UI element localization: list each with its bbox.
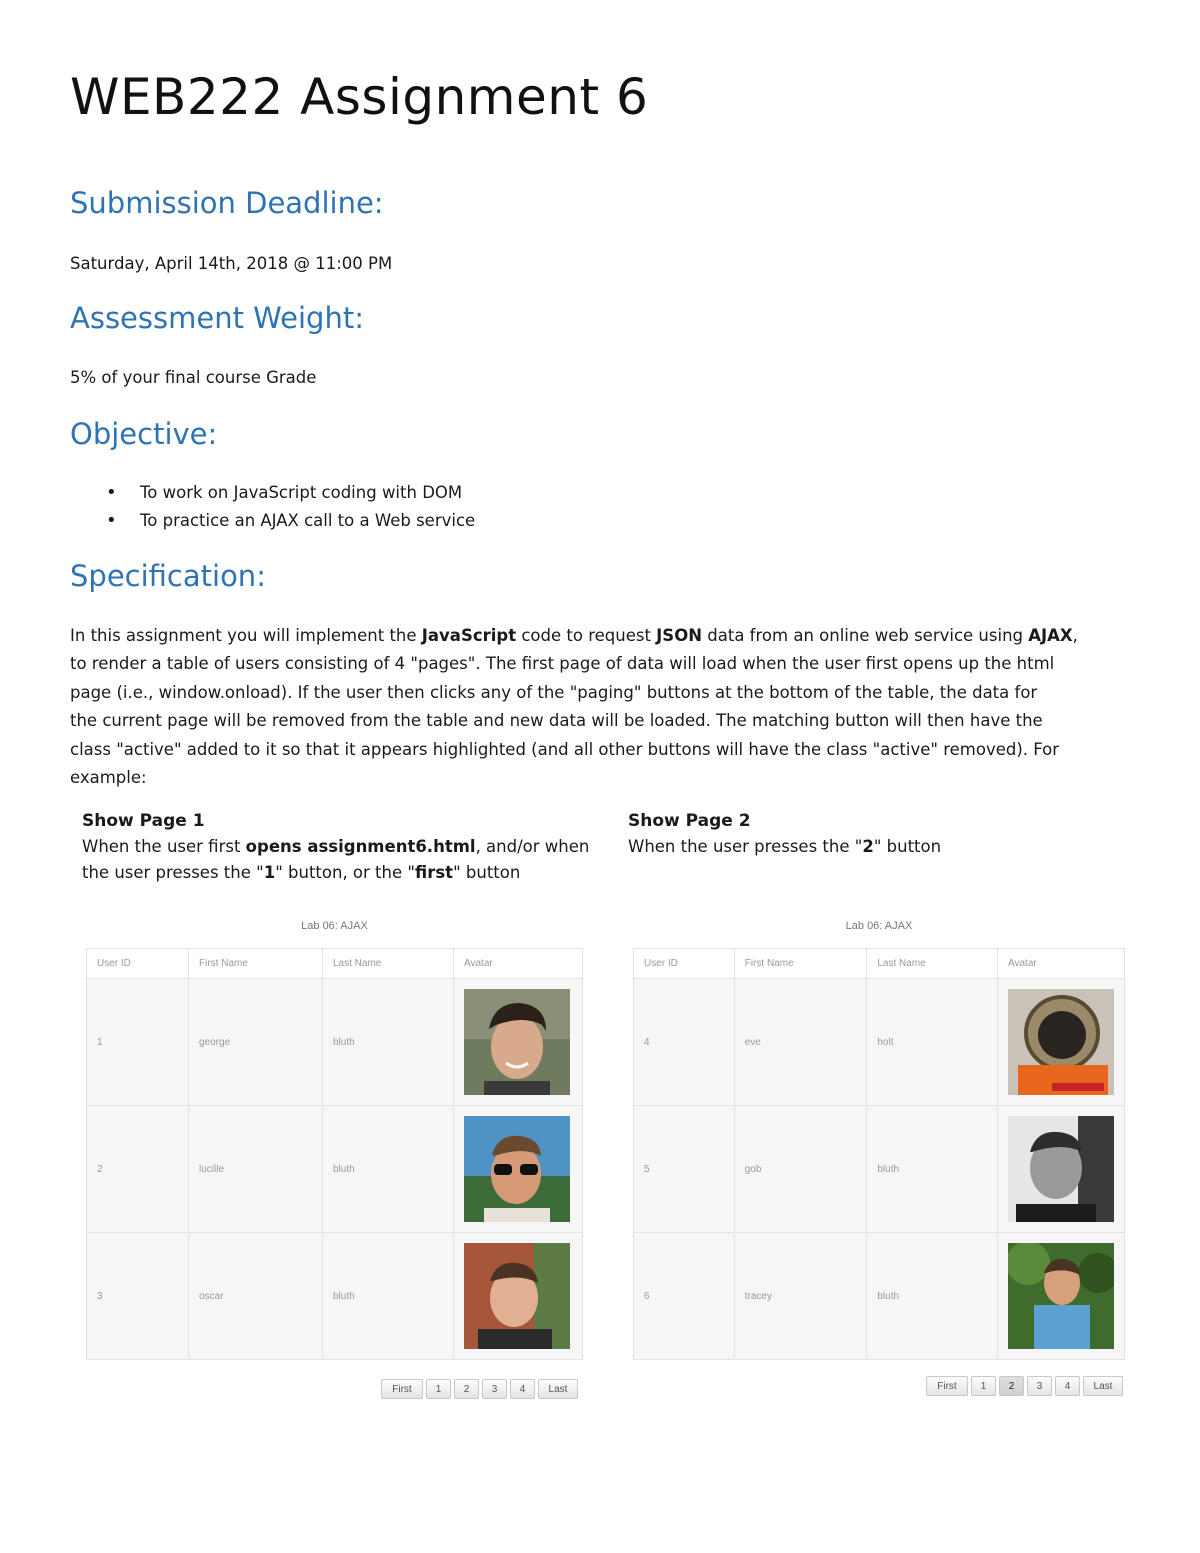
users-table	[633, 948, 1125, 1360]
example-caption: When the user first opens assignment6.html, and/or when	[82, 837, 590, 856]
lab-title: Lab 06: AJAX	[845, 920, 913, 932]
cell-last-name: bluth	[323, 1233, 454, 1360]
pager-button-last[interactable]: Last	[538, 1379, 578, 1399]
cell-id: 3	[87, 1233, 189, 1360]
column-header: User ID	[634, 949, 735, 979]
pager-button-last[interactable]: Last	[1083, 1376, 1123, 1396]
cell-last-name: bluth	[323, 979, 454, 1106]
avatar	[464, 1116, 570, 1222]
table-row	[87, 1233, 583, 1360]
objective-heading: Objective:	[70, 417, 218, 451]
cell-first-name: oscar	[189, 1233, 323, 1360]
pager	[926, 1376, 1123, 1396]
avatar	[464, 1243, 570, 1349]
example-page-1	[82, 808, 589, 886]
cell-last-name: bluth	[323, 1106, 454, 1233]
column-header: First Name	[189, 949, 323, 979]
weight-text: 5% of your final course Grade	[70, 368, 317, 387]
pager-button-first[interactable]: First	[381, 1379, 423, 1399]
pager-button-1[interactable]: 1	[971, 1376, 996, 1396]
list-item: • To practice an AJAX call to a Web service	[106, 510, 476, 531]
screenshot-page-1	[86, 920, 583, 1410]
cell-first-name: tracey	[734, 1233, 867, 1360]
column-header: Avatar	[998, 949, 1125, 979]
bullet-icon: •	[106, 482, 117, 503]
specification-paragraph: In this assignment you will implement the JavaScript code to request JSON data from an online web service using AJAX, to render a table of users consisting of 4 "pages". The first page of data will load when the user first opens up the html page (i.e., window.onload). If the user then clicks any of the "paging" buttons at the bottom of the table, the data for the current page will be removed from the table and new data will be loaded. The matching button will then have the class "active" added to it so that it appears highlighted (and all other buttons will have the class "active" removed). For example:	[70, 626, 1078, 788]
pager-button-4[interactable]: 4	[510, 1379, 535, 1399]
cell-avatar	[998, 1106, 1125, 1233]
document-title: WEB222 Assignment 6	[70, 68, 649, 126]
cell-id: 1	[87, 979, 189, 1106]
objective-list	[70, 481, 475, 537]
pager	[381, 1379, 578, 1399]
example-page-2	[628, 808, 941, 860]
example-heading: Show Page 2	[628, 811, 751, 831]
cell-avatar	[998, 979, 1125, 1106]
cell-avatar	[454, 1106, 583, 1233]
cell-avatar	[454, 1233, 583, 1360]
specification-heading: Specification:	[70, 559, 266, 593]
example-heading: Show Page 1	[82, 811, 205, 831]
cell-last-name: bluth	[867, 1106, 998, 1233]
column-header: First Name	[734, 949, 867, 979]
pager-button-3[interactable]: 3	[1027, 1376, 1052, 1396]
table-row	[634, 979, 1125, 1106]
deadline-heading: Submission Deadline:	[70, 186, 384, 220]
deadline-text: Saturday, April 14th, 2018 @ 11:00 PM	[70, 254, 393, 273]
column-header: Last Name	[867, 949, 998, 979]
pager-button-4[interactable]: 4	[1055, 1376, 1080, 1396]
pager-button-1[interactable]: 1	[426, 1379, 451, 1399]
avatar	[1008, 1243, 1114, 1349]
cell-first-name: eve	[734, 979, 867, 1106]
cell-id: 2	[87, 1106, 189, 1233]
lab-title: Lab 06: AJAX	[301, 920, 368, 932]
table-row	[87, 979, 583, 1106]
pager-button-first[interactable]: First	[926, 1376, 968, 1396]
cell-id: 5	[634, 1106, 735, 1233]
users-table	[86, 948, 583, 1360]
cell-last-name: holt	[867, 979, 998, 1106]
column-header: Avatar	[454, 949, 583, 979]
cell-last-name: bluth	[867, 1233, 998, 1360]
table-row	[634, 1233, 1125, 1360]
pager-button-2[interactable]: 2	[999, 1376, 1024, 1396]
table-row	[634, 1106, 1125, 1233]
avatar	[464, 989, 570, 1095]
cell-first-name: gob	[734, 1106, 867, 1233]
example-caption-2: the user presses the "1" button, or the "first" button	[82, 863, 521, 882]
list-item: • To work on JavaScript coding with DOM	[106, 482, 463, 503]
weight-heading: Assessment Weight:	[70, 301, 364, 335]
column-header: Last Name	[323, 949, 454, 979]
table-row	[87, 1106, 583, 1233]
avatar	[1008, 1116, 1114, 1222]
cell-first-name: george	[189, 979, 323, 1106]
cell-avatar	[998, 1233, 1125, 1360]
example-caption: When the user presses the "2" button	[628, 837, 942, 856]
cell-id: 6	[634, 1233, 735, 1360]
cell-first-name: lucille	[189, 1106, 323, 1233]
avatar	[1008, 989, 1114, 1095]
cell-id: 4	[634, 979, 735, 1106]
column-header: User ID	[87, 949, 189, 979]
bullet-icon: •	[106, 510, 117, 531]
cell-avatar	[454, 979, 583, 1106]
pager-button-2[interactable]: 2	[454, 1379, 479, 1399]
screenshot-page-2	[633, 920, 1125, 1410]
pager-button-3[interactable]: 3	[482, 1379, 507, 1399]
